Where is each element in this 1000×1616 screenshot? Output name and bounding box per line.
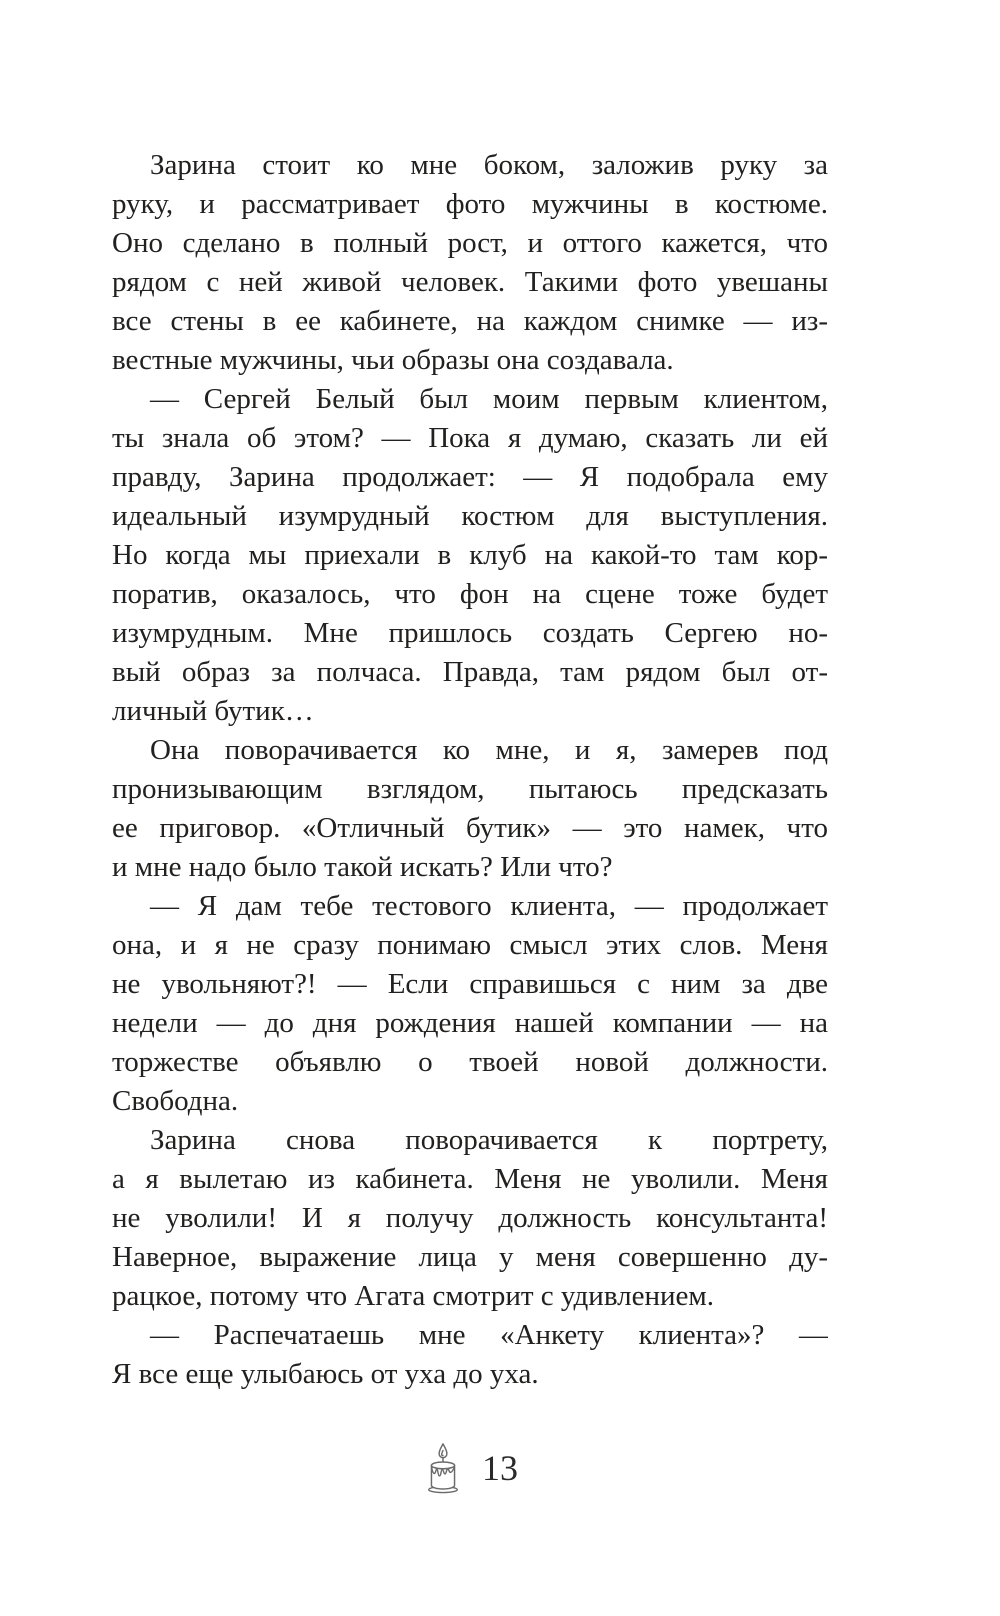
- text-line: пронизывающим взглядом, пытаюсь предсказать: [112, 773, 828, 805]
- candle-icon: [422, 1440, 464, 1496]
- text-line: она, и я не сразу понимаю смысл этих слов. Меня: [112, 929, 828, 961]
- text-line: Наверное, выражение лица у меня совершенно ду-: [112, 1241, 828, 1273]
- page-footer: [112, 1440, 828, 1496]
- text-line: не уволили! И я получу должность консультанта!: [112, 1202, 828, 1234]
- text-line: правду, Зарина продолжает: — Я подобрала ему: [112, 461, 828, 493]
- text-line: недели — до дня рождения нашей компании — на: [112, 1007, 828, 1039]
- text-line: Свободна.: [112, 1085, 239, 1117]
- text-line: поратив, оказалось, что фон на сцене тоже будет: [112, 578, 828, 610]
- page-number: 13: [482, 1448, 518, 1488]
- text-line: ты знала об этом? — Пока я думаю, сказать ли ей: [112, 422, 828, 454]
- text-line: — Я дам тебе тестового клиента, — продолжает: [150, 890, 828, 922]
- text-line: ее приговор. «Отличный бутик» — это намек, что: [112, 812, 828, 844]
- text-line: Я все еще улыбаюсь от уха до уха.: [112, 1358, 539, 1390]
- text-line: торжестве объявлю о твоей новой должности.: [112, 1046, 828, 1078]
- text-line: — Распечатаешь мне «Анкету клиента»? —: [150, 1319, 828, 1351]
- text-line: вый образ за полчаса. Правда, там рядом был от-: [112, 656, 828, 688]
- text-line: руку, и рассматривает фото мужчины в костюме.: [112, 188, 828, 220]
- text-line: рядом с ней живой человек. Такими фото увешаны: [112, 266, 828, 298]
- text-line: вестные мужчины, чьи образы она создавала.: [112, 344, 674, 376]
- text-line: — Сергей Белый был моим первым клиентом,: [150, 383, 828, 415]
- page-text: [112, 146, 828, 1394]
- text-line: все стены в ее кабинете, на каждом снимке — из-: [112, 305, 828, 337]
- text-line: Зарина стоит ко мне боком, заложив руку за: [150, 149, 828, 181]
- text-line: а я вылетаю из кабинета. Меня не уволили. Меня: [112, 1163, 828, 1195]
- text-line: идеальный изумрудный костюм для выступления.: [112, 500, 828, 532]
- text-line: Она поворачивается ко мне, и я, замерев под: [150, 734, 828, 766]
- text-line: Но когда мы приехали в клуб на какой-то там кор-: [112, 539, 828, 571]
- text-line: изумрудным. Мне пришлось создать Сергею но-: [112, 617, 828, 649]
- text-line: и мне надо было такой искать? Или что?: [112, 851, 613, 883]
- text-line: рацкое, потому что Агата смотрит с удивлением.: [112, 1280, 714, 1312]
- text-line: личный бутик…: [112, 695, 314, 727]
- text-line: Зарина снова поворачивается к портрету,: [150, 1124, 828, 1156]
- text-line: не увольняют?! — Если справишься с ним за две: [112, 968, 828, 1000]
- text-line: Оно сделано в полный рост, и оттого кажется, что: [112, 227, 828, 259]
